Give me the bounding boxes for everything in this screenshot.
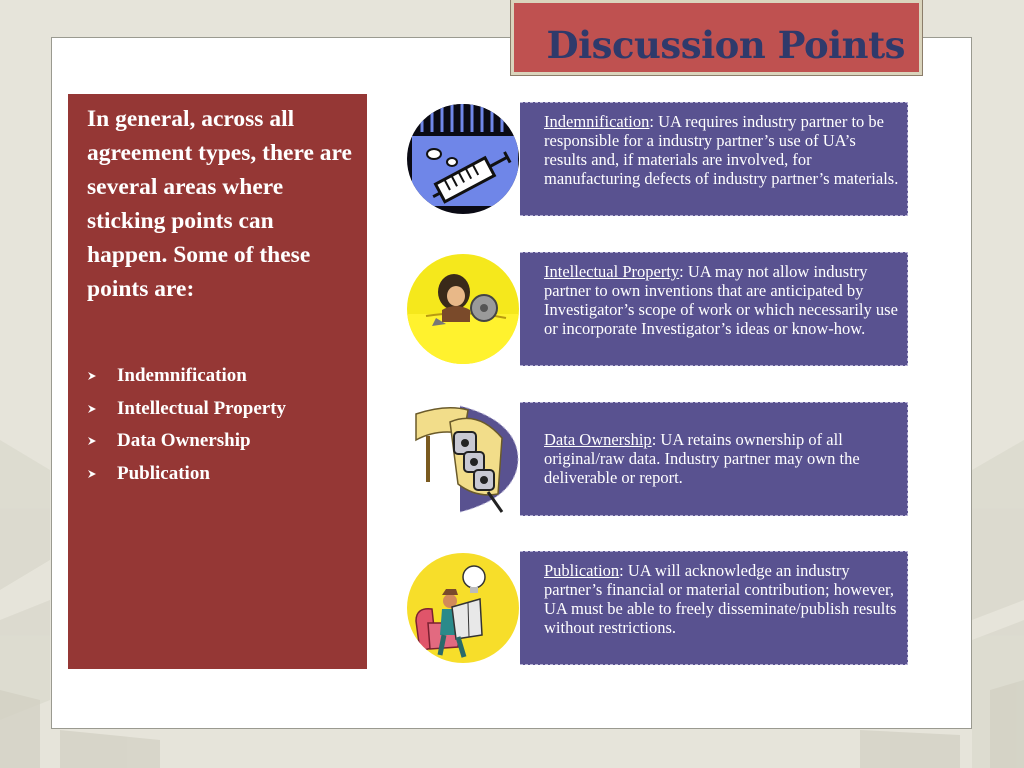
point-description: : UA will acknowledge an industry partner’s financial or material contribution; however, UA must be able to freely disseminate/publish results without restrictions. bbox=[544, 561, 897, 637]
point-item-indemnification bbox=[406, 102, 908, 216]
caveman-inventor-icon bbox=[406, 252, 524, 366]
bullet-label: Publication bbox=[117, 462, 210, 484]
point-description: : UA requires industry partner to be responsible for a industry partner’s use of UA’s results and, if materials are involved, for manufacturing defects of industry partner’s materials. bbox=[544, 112, 899, 188]
point-text bbox=[544, 430, 900, 487]
point-term: Data Ownership bbox=[544, 430, 652, 449]
bullet-label: Data Ownership bbox=[117, 430, 251, 451]
intro-text: In general, across all agreement types, there are several areas where sticking points can happen. Some of these points are: bbox=[87, 106, 352, 302]
bullet-item bbox=[87, 393, 353, 426]
arrow-bullet-icon bbox=[87, 371, 97, 381]
point-text bbox=[544, 262, 900, 338]
point-item-intellectual-property bbox=[406, 252, 908, 366]
bullet-item bbox=[87, 425, 353, 458]
reader-lightbulb-icon bbox=[406, 551, 524, 665]
slide-title: Discussion Points bbox=[546, 23, 905, 67]
bullet-list bbox=[87, 360, 353, 490]
point-item-data-ownership bbox=[406, 402, 908, 516]
point-item-publication bbox=[406, 551, 908, 665]
title-box bbox=[511, 0, 922, 75]
bullet-label: Intellectual Property bbox=[117, 397, 287, 419]
arrow-bullet-icon bbox=[87, 436, 97, 446]
arrow-bullet-icon bbox=[87, 469, 97, 479]
arrow-bullet-icon bbox=[87, 404, 97, 414]
point-term: Indemnification bbox=[544, 112, 650, 131]
point-text bbox=[544, 112, 900, 188]
syringe-icon bbox=[406, 102, 524, 216]
point-text bbox=[544, 561, 900, 637]
point-term: Publication bbox=[544, 561, 620, 580]
bullet-item bbox=[87, 458, 353, 491]
bullet-label: Indemnification bbox=[117, 365, 247, 386]
lockbox-icon bbox=[406, 402, 524, 516]
point-term: Intellectual Property bbox=[544, 262, 680, 281]
left-panel bbox=[68, 94, 367, 669]
point-description: : UA may not allow industry partner to own inventions that are anticipated by Investigator’s scope of work or which necessarily use or incorporate Investigator’s ideas or know-how. bbox=[544, 262, 898, 338]
point-description: : UA retains ownership of all original/raw data. Industry partner may own the deliverable or report. bbox=[544, 430, 860, 487]
bullet-item bbox=[87, 360, 353, 393]
